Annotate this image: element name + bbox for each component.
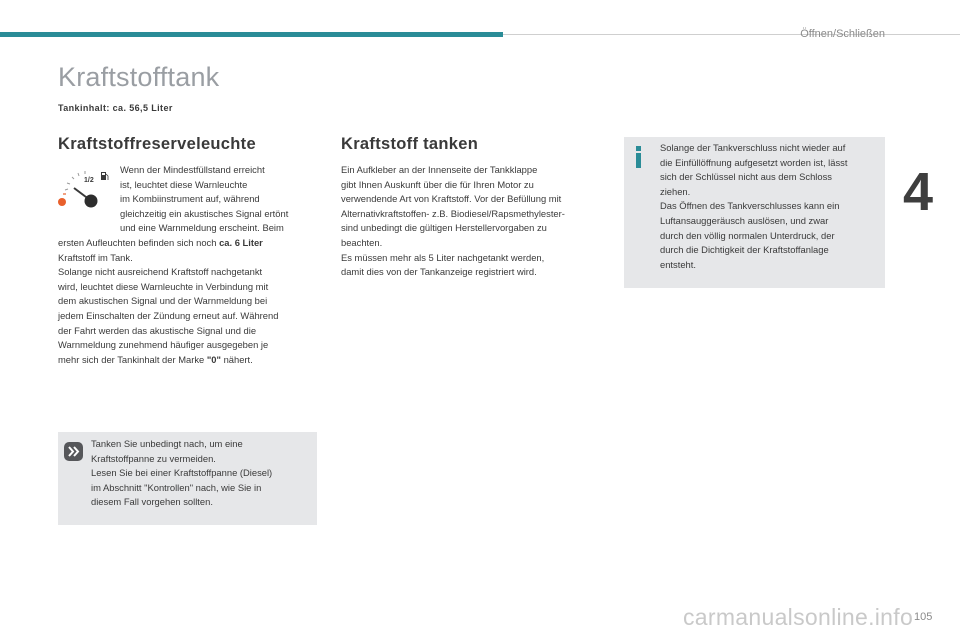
- gauge-half-label: 1/2: [84, 177, 94, 184]
- reserve-text-lead: ersten Aufleuchten befinden sich noch: [58, 237, 220, 248]
- page-number: 105: [914, 611, 933, 623]
- reserve-text-rest: Kraftstoff im Tank. Solange nicht ausreichend Kraftstoff nachgetankt wird, leuchtet diese Warnleuchte in Verbindung mit dem akustischen Signal und der Warnmeldung bei jedem Einschalten der Zündung erneut auf. Während der Fahrt werden das akustische Signal und die Warnmeldung zunehmend häufiger ausgegeben je: [58, 251, 279, 351]
- note-box: [58, 432, 317, 525]
- reserve-text-indented: Wenn der Mindestfüllstand erreicht ist, leuchtet diese Warnleuchte im Kombiinstrument auf, während gleichzeitig ein akustisches Signal ertönt und eine Warnmeldung erscheint. Beim: [120, 164, 289, 234]
- info-icon: [633, 146, 647, 168]
- tank-capacity: Tankinhalt: ca. 56,5 Liter: [58, 103, 173, 113]
- header-rule: [503, 34, 960, 35]
- chapter-number: 4: [903, 162, 934, 222]
- info-box: [624, 137, 885, 288]
- fuel-gauge-icon: [54, 164, 110, 212]
- reserve-text-line: [58, 236, 263, 251]
- refuel-text: Ein Aufkleber an der Innenseite der Tankklappe gibt Ihnen Auskunft über die für Ihren Motor zu verwendende Art von Kraftstoff. Vor der Befüllung mit Alternativkraftstoffen- z.B. Biodiesel/Rapsmethylester- sind unbedingt die gültigen Herstellervorgaben zu beachten. Es müssen mehr als 5 Liter nachgetankt werden, damit dies von der Tankanzeige registriert wird.: [341, 164, 565, 278]
- reserve-last-lead: mehr sich der Tankinhalt der Marke: [58, 353, 207, 365]
- page-title: Kraftstofftank: [58, 62, 220, 92]
- fast-forward-icon: [64, 442, 83, 461]
- watermark: carmanualsonline.info: [683, 604, 914, 630]
- reserve-heading: Kraftstoffreserveleuchte: [58, 135, 256, 153]
- note-text: Tanken Sie unbedingt nach, um eine Kraftstoffpanne zu vermeiden. Lesen Sie bei einer Kraftstoffpanne (Diesel) im Abschnitt "Kontrollen" nach, wie Sie in diesem Fall vorgehen sollten.: [91, 438, 273, 508]
- refuel-heading: Kraftstoff tanken: [341, 135, 479, 153]
- reserve-last-tail: nähert.: [220, 353, 253, 365]
- reserve-amount: ca. 6 Liter: [219, 237, 263, 248]
- reserve-text-last: [58, 353, 253, 368]
- reserve-mark: "0": [206, 353, 221, 365]
- fuel-pump-icon: [101, 172, 108, 180]
- section-title: Öffnen/Schließen: [800, 28, 885, 40]
- info-text: Solange der Tankverschluss nicht wieder auf die Einfüllöffnung aufgesetzt worden ist, lässt sich der Schlüssel nicht aus dem Schloss ziehen. Das Öffnen des Tankverschlusses kann ein Luftansauggeräusch auslösen, und zwar durch den völlig normalen Unterdruck, der durch die Dichtigkeit der Kraftstoffanlage entsteht.: [660, 142, 848, 270]
- header-accent-bar: [0, 32, 503, 37]
